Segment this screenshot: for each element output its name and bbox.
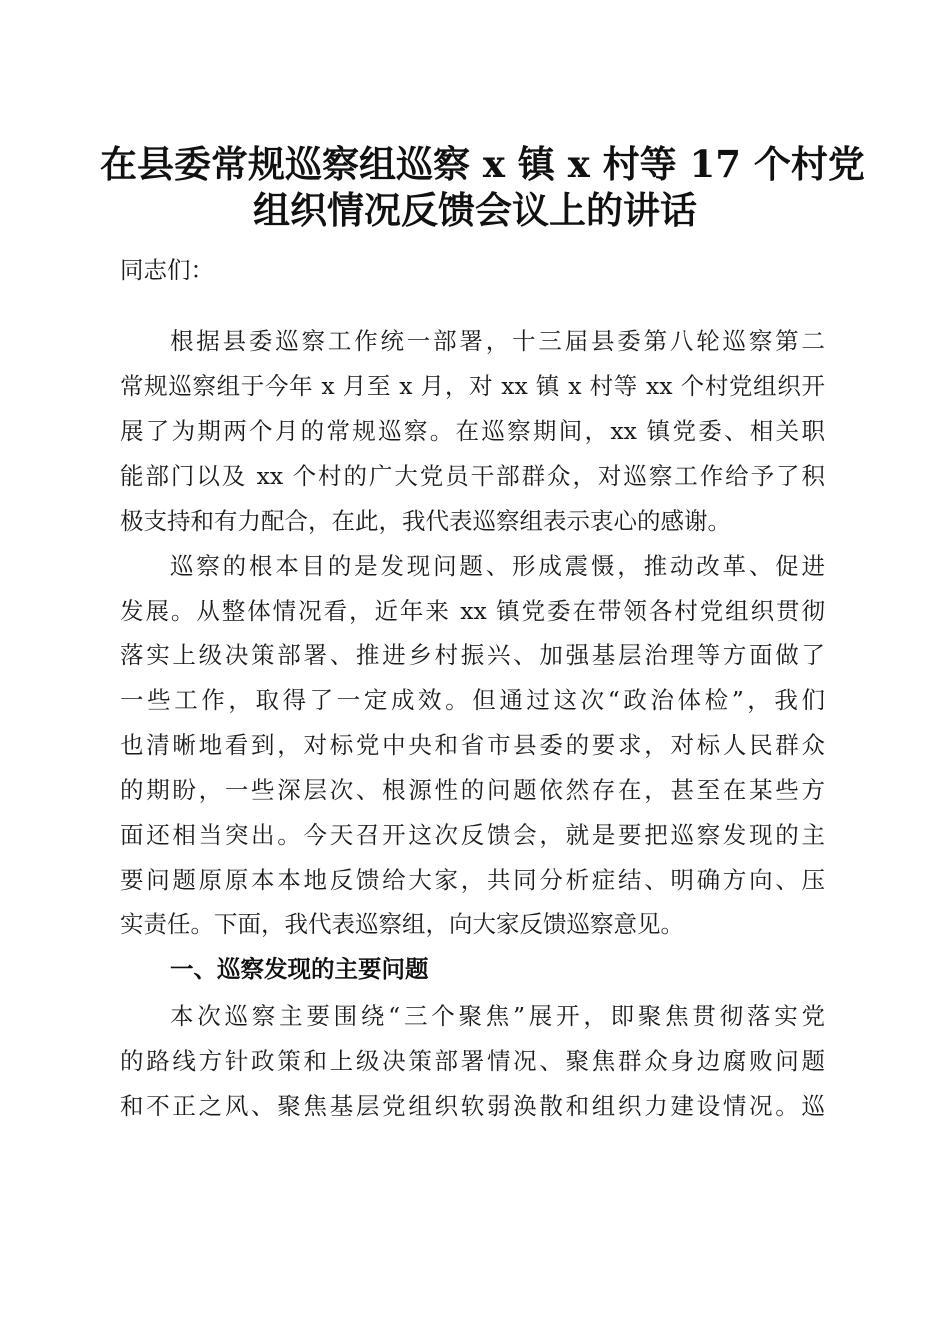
paragraph-1-line: 展了为期两个月的常规巡察。在巡察期间，xx 镇党委、相关职 — [120, 417, 825, 445]
section-heading-1: 一、巡察发现的主要问题 — [170, 955, 429, 983]
paragraph-2-line: 也清晰地看到，对标党中央和省市县委的要求，对标人民群众 — [120, 731, 825, 759]
paragraph-2-line: 巡察的根本目的是发现问题、形成震慑，推动改革、促进 — [170, 552, 825, 580]
paragraph-2-line: 实责任。下面，我代表巡察组，向大家反馈巡察意见。 — [120, 910, 684, 938]
paragraph-1-line: 能部门以及 xx 个村的广大党员干部群众，对巡察工作给予了积 — [120, 462, 825, 490]
paragraph-2-line: 的期盼，一些深层次、根源性的问题依然存在，甚至在某些方 — [120, 776, 825, 804]
paragraph-2-line: 一些工作，取得了一定成效。但通过这次“政治体检”，我们 — [120, 686, 825, 714]
paragraph-1-line: 常规巡察组于今年 x 月至 x 月，对 xx 镇 x 村等 xx 个村党组织开 — [120, 372, 825, 400]
document-title-line-2: 组织情况反馈会议上的讲话 — [253, 188, 697, 232]
paragraph-2-line: 要问题原原本本地反馈给大家，共同分析症结、明确方向、压 — [120, 866, 825, 894]
paragraph-2-line: 落实上级决策部署、推进乡村振兴、加强基层治理等方面做了 — [120, 641, 825, 669]
paragraph-2-line: 面还相当突出。今天召开这次反馈会，就是要把巡察发现的主 — [120, 821, 825, 849]
paragraph-1-line: 极支持和有力配合，在此，我代表巡察组表示衷心的感谢。 — [120, 507, 731, 535]
paragraph-3-line: 的路线方针政策和上级决策部署情况、聚焦群众身边腐败问题 — [120, 1047, 825, 1075]
salutation: 同志们： — [120, 256, 214, 284]
paragraph-3-line: 和不正之风、聚焦基层党组织软弱涣散和组织力建设情况。巡 — [120, 1092, 825, 1120]
paragraph-2-line: 发展。从整体情况看，近年来 xx 镇党委在带领各村党组织贯彻 — [120, 597, 825, 625]
paragraph-1-line: 根据县委巡察工作统一部署，十三届县委第八轮巡察第二 — [170, 327, 825, 355]
document-title-line-1: 在县委常规巡察组巡察 x 镇 x 村等 17 个村党 — [100, 142, 865, 186]
paragraph-3-line: 本次巡察主要围绕“三个聚焦”展开，即聚焦贯彻落实党 — [170, 1002, 825, 1030]
